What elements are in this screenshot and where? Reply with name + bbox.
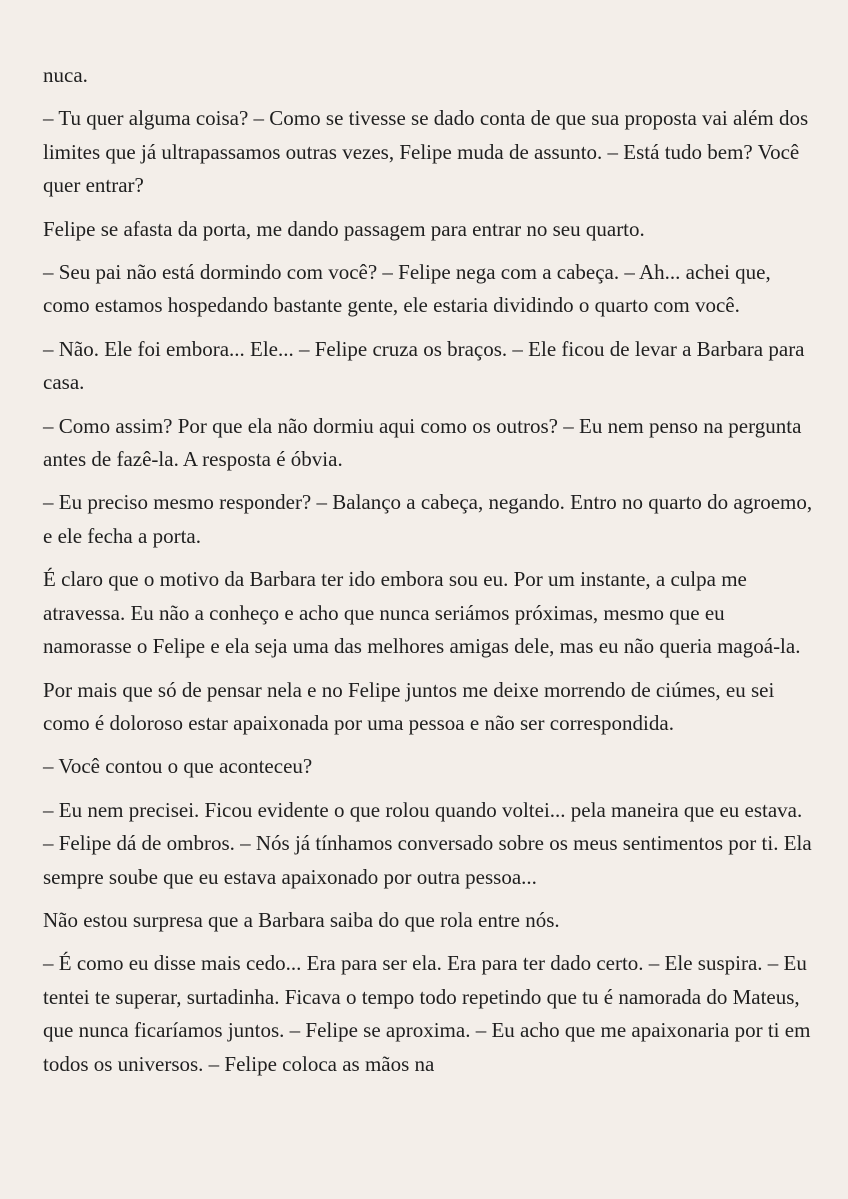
paragraph: – Não. Ele foi embora... Ele... – Felipe cruza os braços. – Ele ficou de levar a Barbara para casa. <box>43 336 805 395</box>
paragraph: Por mais que só de pensar nela e no Felipe juntos me deixe morrendo de ciúmes, eu sei como é doloroso estar apaixonada por uma pessoa e não ser correspondida. <box>43 677 775 735</box>
paragraph: nuca. <box>43 63 88 87</box>
paragraph: – Seu pai não está dormindo com você? – Felipe nega com a cabeça. – Ah... achei que, como estamos hospedando bastante gente, ele estaria dividindo o quarto com você. <box>43 260 771 318</box>
paragraph: – Como assim? Por que ela não dormiu aqui como os outros? – Eu nem penso na pergunta antes de fazê-la. A resposta é óbvia. <box>43 413 802 472</box>
paragraph: – É como eu disse mais cedo... Era para ser ela. Era para ter dado certo. – Ele suspira. – Eu tentei te superar, surtadinha. Ficava o tempo todo repetindo que tu é namorada do Mateus, que nunca ficaríamos juntos. – Felipe se aproxima. – Eu acho que me apaixonaria por ti em todos os universos. – Felipe coloca as mãos na <box>43 951 811 1076</box>
paragraph: É claro que o motivo da Barbara ter ido embora sou eu. Por um instante, a culpa me atravessa. Eu não a conheço e acho que nunca seriámos próximas, mesmo que eu namorasse o Felipe e ela seja uma das melhores amigas dele, mas eu não queria magoá-la. <box>43 567 801 659</box>
paragraph: – Você contou o que aconteceu? <box>43 754 313 779</box>
document-page <box>43 59 813 1091</box>
paragraph: – Tu quer alguma coisa? – Como se tivesse se dado conta de que sua proposta vai além dos limites que já ultrapassamos outras vezes, Felipe muda de assunto. – Está tudo bem? Você quer entrar? <box>43 106 809 198</box>
paragraph: Felipe se afasta da porta, me dando passagem para entrar no seu quarto. <box>43 216 645 241</box>
paragraph: – Eu preciso mesmo responder? – Balanço a cabeça, negando. Entro no quarto do agroemo, e ele fecha a porta. <box>43 490 813 548</box>
paragraph: – Eu nem precisei. Ficou evidente o que rolou quando voltei... pela maneira que eu estava. – Felipe dá de ombros. – Nós já tínhamos conversado sobre os meus sentimentos por ti. Ela sempre soube que eu estava apaixonado por outra pessoa... <box>43 797 812 889</box>
paragraph: Não estou surpresa que a Barbara saiba do que rola entre nós. <box>43 907 560 932</box>
